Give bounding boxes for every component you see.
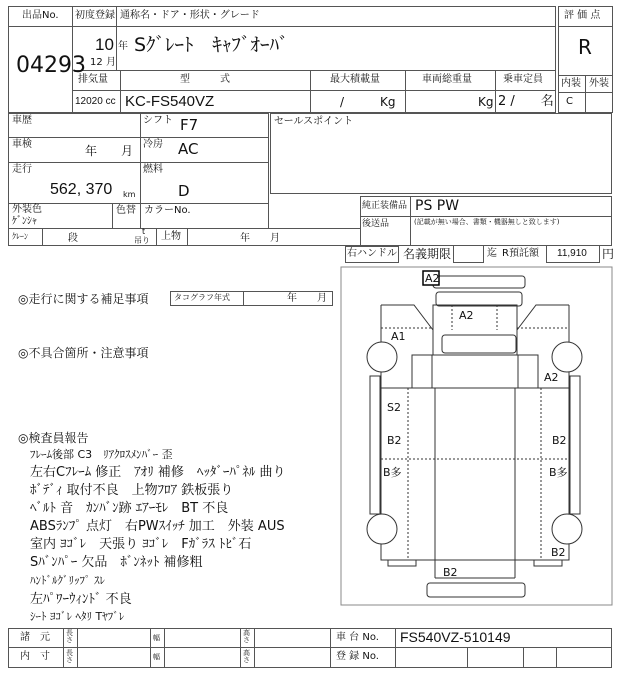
crane-label: ｸﾚｰﾝ: [12, 232, 28, 241]
inspection-label: 車検: [12, 139, 32, 150]
crane-stage: 段: [68, 233, 78, 244]
tachograph-label: タコグラフ年式: [174, 293, 230, 302]
color-label: 外装色: [12, 204, 42, 215]
mileage-notes-label: ◎走行に関する補足事項: [18, 292, 149, 306]
name-limit-label: 名義期限: [403, 247, 452, 261]
report-line: ﾎﾞﾃﾞｨ 取付不良 上物ﾌﾛｱ 鉄板張り: [30, 483, 234, 498]
score-value: R: [578, 35, 592, 59]
history-label: 車歴: [12, 115, 32, 126]
recycle-fee: 11,910: [557, 248, 587, 259]
capacity-label: 乗車定員: [503, 74, 543, 85]
equipment: PS PW: [415, 198, 460, 214]
model-label: 型 式: [180, 74, 230, 85]
ac: AC: [178, 140, 199, 158]
inner-dims-label: 内 寸: [20, 651, 50, 662]
fuel: D: [178, 182, 190, 200]
defects-label: ◎不具合箇所・注意事項: [18, 346, 149, 360]
gross-weight-label: 車両総重量: [422, 74, 472, 85]
body-date: 年 月: [240, 233, 280, 244]
damage-mark: B2: [443, 566, 458, 579]
reg-no-label: 登 録 No.: [336, 651, 379, 662]
chassis-no-label: 車 台 No.: [336, 632, 379, 643]
lot-number: 04293: [16, 53, 86, 78]
report-line: ABSﾗﾝﾌﾟ 点灯 右PWｽｲｯﾁ 加工 外装 AUS: [30, 519, 285, 534]
yen-unit: 円: [602, 247, 615, 261]
gross-weight: Kg: [478, 95, 494, 109]
damage-mark: B2: [551, 546, 566, 559]
report-label: ◎検査員報告: [18, 431, 89, 445]
inner-height-label: 高さ: [243, 649, 250, 664]
body-label: 上物: [161, 231, 181, 242]
crane-ton-unit: t: [142, 227, 146, 236]
sales-point-label: セールスポイント: [274, 116, 354, 127]
color: ｹﾞﾝｼｬ: [12, 216, 37, 227]
interior-grade: C: [566, 96, 573, 107]
max-load-label: 最大積載量: [330, 74, 380, 85]
year-unit: 年: [118, 41, 128, 52]
name-label: 通称名・ドア・形状・グレード: [120, 10, 260, 21]
mileage-label: 走行: [12, 164, 32, 175]
first-reg-label: 初度登録: [75, 10, 115, 21]
mileage-unit: km: [123, 190, 136, 199]
color-change-label: 色替: [116, 205, 136, 216]
displacement: 12020 cc: [75, 96, 116, 107]
displacement-label: 排気量: [78, 74, 108, 85]
exterior-label: 外装: [589, 78, 609, 89]
later-items-note: (記載が無い場合、書類・機器無しと致します): [414, 218, 560, 226]
length-label: 長さ: [66, 629, 73, 644]
damage-mark: B多: [383, 466, 402, 479]
car-name: Sｸﾞﾚｰﾄ ｷｬﾌﾞｵｰﾊﾞ: [134, 34, 289, 56]
fuel-label: 燃料: [143, 164, 163, 175]
month-unit: 月: [106, 57, 116, 68]
reg-month: 12: [90, 57, 103, 68]
color-no-label: カラーNo.: [144, 205, 191, 216]
equipment-label: 純正装備品: [362, 201, 408, 211]
shift: F7: [180, 116, 199, 134]
inspection-date: 年 月: [85, 144, 134, 158]
later-items-label: 後送品: [362, 219, 390, 229]
score-label: 評 価 点: [564, 10, 601, 21]
report-line: Sﾊﾞﾝﾊﾟｰ 欠品 ﾎﾞﾝﾈｯﾄ 補修粗: [30, 555, 203, 570]
mileage: 562, 370: [50, 181, 113, 198]
shift-label: シフト: [143, 115, 173, 126]
model: KC-FS540VZ: [125, 93, 215, 110]
report-line: ﾌﾚｰﾑ後部 C3 ﾘｱｸﾛｽﾒﾝﾊﾞｰ 歪: [30, 448, 173, 461]
crane-lift: 吊り: [134, 236, 150, 245]
height-label: 高さ: [243, 629, 250, 644]
tachograph-date: 年 月: [287, 293, 327, 304]
report-line: ﾍﾞﾙﾄ 音 ｶﾝﾊﾞﾝ跡 ｴｱｰﾓﾚ BT 不良: [30, 501, 229, 516]
inner-width-label: 幅: [153, 653, 160, 661]
reg-year: 10: [95, 35, 114, 54]
report-line: 左右Cﾌﾚｰﾑ 修正 ｱｵﾘ 補修 ﾍｯﾀﾞｰﾊﾟﾈﾙ 曲り: [30, 465, 286, 480]
report-line: 左ﾊﾟﾜｰｳｨﾝﾄﾞ 不良: [30, 592, 132, 607]
damage-mark: A1: [391, 330, 406, 343]
report-line: 室内 ﾖｺﾞﾚ 天張り ﾖｺﾞﾚ Fｶﾞﾗｽ ﾄﾋﾞ石: [30, 537, 252, 552]
ac-label: 冷房: [143, 139, 163, 150]
damage-mark: A2: [544, 371, 559, 384]
inner-length-label: 長さ: [66, 649, 73, 664]
lot-label: 出品No.: [22, 10, 59, 21]
damage-mark: B2: [387, 434, 402, 447]
damage-mark: B2: [552, 434, 567, 447]
report-line: ｼｰﾄ ﾖｺﾞﾚ ﾍﾀﾘ Tﾔﾌﾞﾚ: [30, 610, 125, 623]
width-label: 幅: [153, 634, 160, 642]
cell: [467, 647, 524, 668]
chassis-no: FS540VZ-510149: [400, 629, 511, 645]
recycle-label: R預託額: [502, 248, 539, 259]
damage-mark: S2: [387, 401, 401, 414]
damage-mark: A2: [425, 272, 440, 285]
interior-label: 内装: [561, 78, 581, 89]
capacity: 2 / 名: [498, 94, 554, 109]
until-label: 迄: [487, 248, 497, 259]
damage-mark: B多: [549, 466, 568, 479]
rhd-flag: 右ハンドル: [347, 248, 397, 259]
report-line: ﾊﾝﾄﾞﾙｸﾞﾘｯﾌﾟ ｽﾚ: [30, 574, 105, 587]
specs-label: 諸 元: [20, 632, 50, 643]
damage-mark: A2: [459, 309, 474, 322]
divider: [556, 647, 557, 668]
max-load: / Kg: [340, 95, 396, 109]
